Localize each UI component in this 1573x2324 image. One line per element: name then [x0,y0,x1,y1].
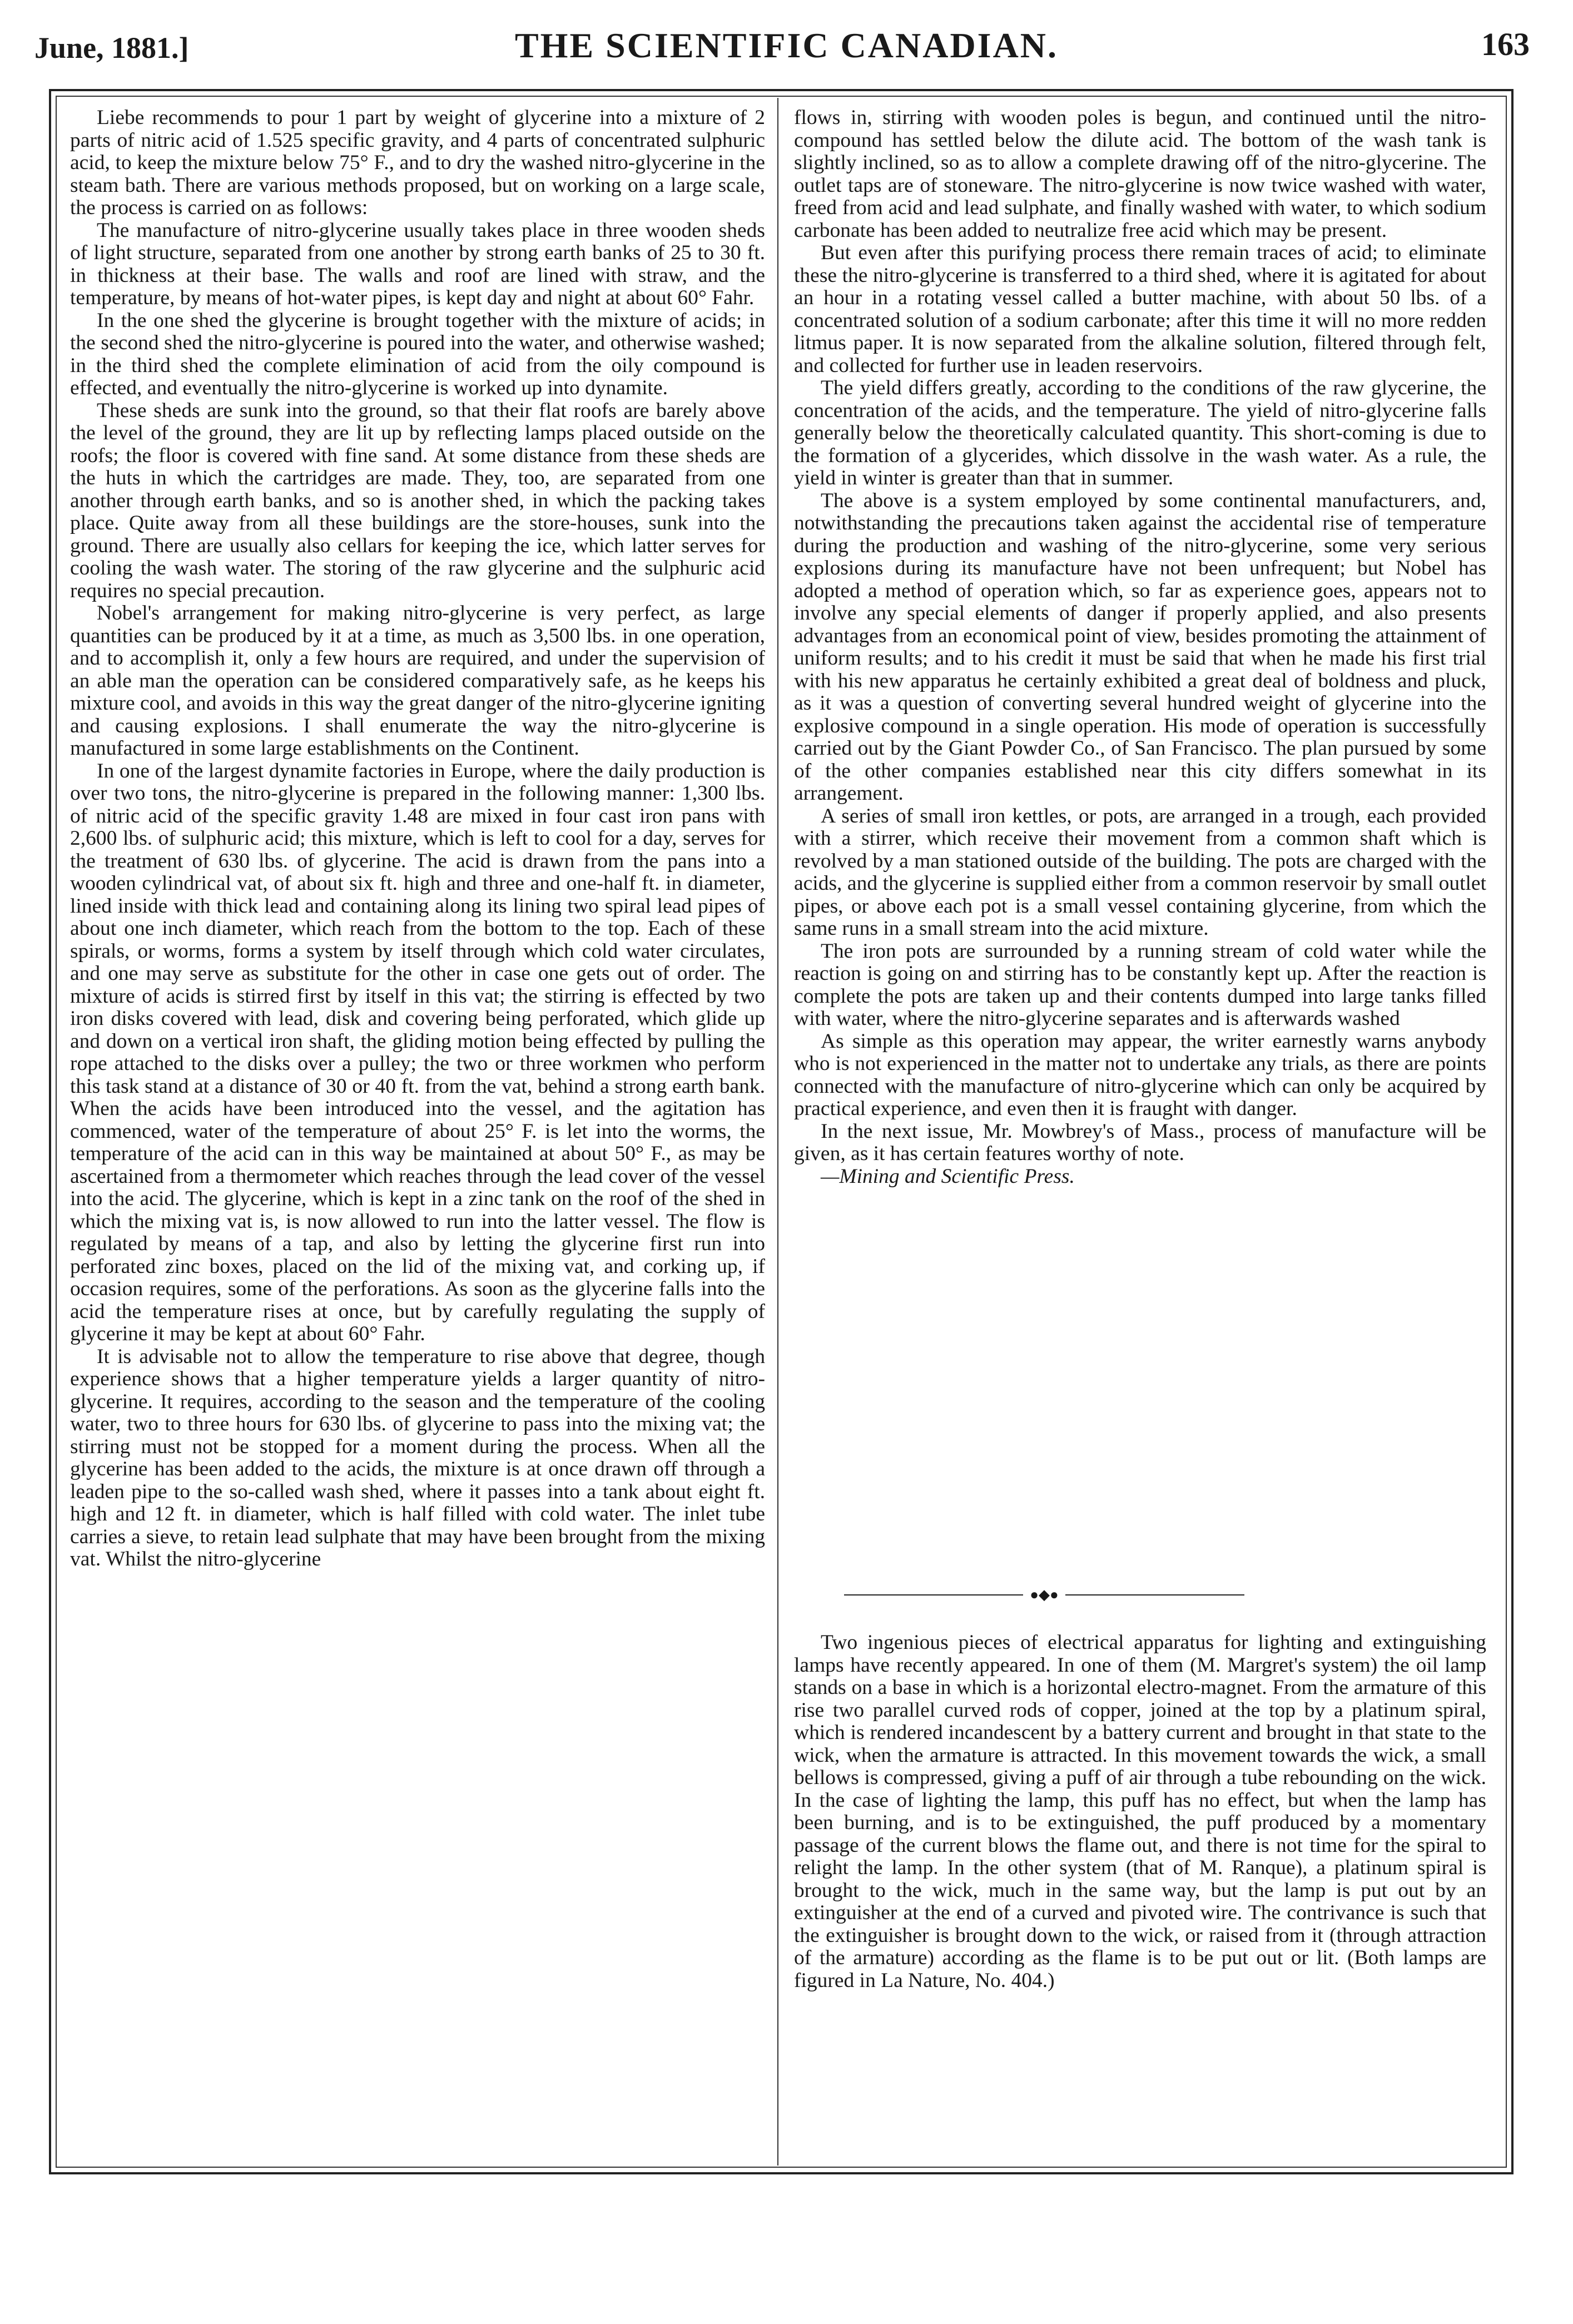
column-divider [777,98,778,2166]
left-column [70,107,765,1571]
paragraph: It is advisable not to allow the temperature to rise above that degree, though experience shows that a higher temperature yields a larger quantity of nitro-glycerine. It requires, according to the season and the temperature of the cooling water, two to three hours for 630 lbs. of glycerine to pass into the mixing vat; the stirring must not be stopped for a moment during the process. When all the glycerine has been added to the acids, the mixture is at once drawn off through a leaden pipe to the so-called wash shed, where it passes into a tank about eight ft. high and 12 ft. in diameter, which is half filled with cold water. The inlet tube carries a sieve, to retain lead sulphate that may have been brought from the mixing vat. Whilst the nitro-glycerine [70,1345,765,1570]
separator-ornament-icon: ●◆● [1030,1587,1059,1603]
source-credit-text: —Mining and Scientific Press. [821,1165,1075,1188]
separator-rule-left [844,1594,1023,1595]
paragraph: As simple as this operation may appear, the writer earnestly warns anybody who is not experienced in the matter not to undertake any trials, as there are points connected with the manufacture of nitro-glycerine which can only be acquired by practical experience, and even then it is fraught with danger. [794,1029,1486,1120]
page-number: 163 [1481,26,1530,62]
paragraph: A series of small iron kettles, or pots, are arranged in a trough, each provided with a stirrer, which receive their movement from a common shaft which is revolved by a man stationed outside of the building. The pots are charged with the acids, and the glycerine is supplied either from a common reservoir by small outlet pipes, or above each pot is a small vessel containing glycerine, from which the same runs in a small stream into the acid mixture. [794,804,1486,940]
source-credit [794,1166,1486,1188]
separator-rule-right [1065,1594,1244,1595]
paragraph: But even after this purifying process there remain traces of acid; to eliminate these the nitro-glycerine is transferred to a third shed, where it is agitated for about an hour in a rotating vessel called a butter machine, with about 50 lbs. of a concentrated solution of a sodium carbonate; after this time it will no more redden litmus paper. It is now separated from the alkaline solution, filtered through felt, and collected for further use in leaden reservoirs. [794,241,1486,377]
paragraph: In the next issue, Mr. Mowbrey's of Mass., process of manufacture will be given, as it has certain features worthy of note. [794,1119,1486,1165]
paragraph: The iron pots are surrounded by a running stream of cold water while the reaction is going on and stirring has to be constantly kept up. After the reaction is complete the pots are taken up and their contents dumped into large tanks filled with water, where the nitro-glycerine separates and is afterwards washed [794,939,1486,1030]
paragraph: flows in, stirring with wooden poles is begun, and continued until the nitro-compound has settled below the dilute acid. The bottom of the wash tank is slightly inclined, so as to allow a complete drawing off of the nitro-glycerine. The outlet taps are of stoneware. The nitro-glycerine is now twice washed with water, freed from acid and lead sulphate, and finally washed with water, to which sodium carbonate has been added to neutralize free acid which may be present. [794,106,1486,242]
right-column-lower-article [794,1632,1486,1992]
paragraph: The yield differs greatly, according to the conditions of the raw glycerine, the concentration of the acids, and the temperature. The yield of nitro-glycerine falls generally below the theoretically calculated quantity. This short-coming is due to the formation of a glycerides, which dissolve in the wash water. As a rule, the yield in winter is greater than that in summer. [794,376,1486,489]
paragraph: Liebe recommends to pour 1 part by weight of glycerine into a mixture of 2 parts of nitric acid of 1.525 specific gravity, and 4 parts of concentrated sulphuric acid, to keep the mixture below 75° F., and to dry the washed nitro-glycerine in the steam bath. There are various methods proposed, but on working on a large scale, the process is carried on as follows: [70,106,765,219]
section-separator [822,1588,1267,1602]
publication-title: THE SCIENTIFIC CANADIAN. [514,26,1059,65]
paragraph: In the one shed the glycerine is brought together with the mixture of acids; in the second shed the nitro-glycerine is poured into the water, and otherwise washed; in the third shed the complete elimination of acid from the oily compound is effected, and eventually the nitro-glycerine is worked up into dynamite. [70,309,765,399]
paragraph: These sheds are sunk into the ground, so that their flat roofs are barely above the level of the ground, they are lit up by reflecting lamps placed outside on the roofs; the floor is covered with fine sand. At some distance from these sheds are the huts in which the cartridges are made. They, too, are separated from one another through earth banks, and so is another shed, in which the packing takes place. Quite away from all these buildings are the store-houses, sunk into the ground. There are usually also cellars for keeping the ice, which latter serves for cooling the wash water. The storing of the raw glycerine and the sulphuric acid requires no special precaution. [70,399,765,602]
paragraph: Nobel's arrangement for making nitro-glycerine is very perfect, as large quantities can be produced by it at a time, as much as 3,500 lbs. in one operation, and to accomplish it, only a few hours are required, and under the supervision of an able man the operation can be considered comparatively safe, as he keeps his mixture cool, and avoids in this way the great danger of the nitro-glycerine igniting and causing explosions. I shall enumerate the way the nitro-glycerine is manufactured in some large establishments on the Continent. [70,602,765,760]
paragraph: The manufacture of nitro-glycerine usually takes place in three wooden sheds of light structure, separated from one another by strong earth banks of 25 to 30 ft. in thickness at their base. The walls and roof are lined with straw, and the temperature, by means of hot-water pipes, is kept day and night at about 60° Fahr. [70,219,765,309]
paragraph: In one of the largest dynamite factories in Europe, where the daily production is over two tons, the nitro-glycerine is prepared in the following manner: 1,300 lbs. of nitric acid of the specific gravity 1.48 are mixed in four cast iron pans with 2,600 lbs. of sulphuric acid; this mixture, which is left to cool for a day, serves for the treatment of 630 lbs. of glycerine. The acid is drawn from the pans into a wooden cylindrical vat, of about six ft. high and three and one-half ft. in diameter, lined inside with thick lead and containing along its lining two spiral lead pipes of about one inch diameter, which reach from the bottom to the top. Each of these spirals, or worms, forms a system by itself through which cold water circulates, and one may serve as substitute for the other in case one gets out of order. The mixture of acids is stirred first by itself in this vat; the stirring is effected by two iron disks covered with lead, disk and covering being perforated, which glide up and down on a vertical iron shaft, the gliding motion being effected by pulling the rope attached to the disks over a pulley; the two or three workmen who perform this task stand at a distance of 30 or 40 ft. from the vat, behind a strong earth bank. When the acids have been introduced into the vessel, and the agitation has commenced, water of the temperature of about 25° F. is let into the worms, the temperature of the acid can in this way be maintained at about 50° F., as may be ascertained from a thermometer which reaches through the lead cover of the vessel into the acid. The glycerine, which is kept in a zinc tank on the roof of the shed in which the mixing vat is, is now allowed to run into the latter vessel. The flow is regulated by means of a tap, and also by letting the glycerine first run into perforated zinc boxes, placed on the lid of the mixing vat, and corking up, if occasion requires, some of the perforations. As soon as the glycerine falls into the acid the temperature rises at once, but by carefully regulating the supply of glycerine it may be kept at about 60° Fahr. [70,759,765,1345]
issue-date: June, 1881.] [34,31,189,65]
right-column [794,107,1486,1188]
paragraph: The above is a system employed by some continental manufacturers, and, notwithstanding the precautions taken against the accidental rise of temperature during the production and washing of the nitro-glycerine, some very serious explosions during its manufacture have not been unfrequent; but Nobel has adopted a method of operation which, so far as experience goes, appears not to involve any special elements of danger if properly applied, and also presents advantages from an economical point of view, besides promoting the attainment of uniform results; and to his credit it must be said that when he made his first trial with his new apparatus he certainly exhibited a great deal of boldness and pluck, as it was a question of converting several hundred weight of glycerine into the explosive compound in a single operation. His mode of operation is successfully carried out by the Giant Powder Co., of San Francisco. The plan pursued by some of the other companies established near this city differs somewhat in its arrangement. [794,489,1486,805]
page-header [0,0,1573,83]
paragraph: Two ingenious pieces of electrical apparatus for lighting and extinguishing lamps have recently appeared. In one of them (M. Margret's system) the oil lamp stands on a base in which is a horizontal electro-magnet. From the armature of this rise two parallel curved rods of copper, joined at the top by a platinum spiral, which is rendered incandescent by a battery current and brought in that state to the wick, when the armature is attracted. In this movement towards the wick, a small bellows is compressed, giving a puff of air through a tube rebounding on the wick. In the case of lighting the lamp, this puff has no effect, but when the lamp has been burning, and is to be extinguished, the puff produced by a momentary passage of the current blows the flame out, and there is not time for the spiral to relight the lamp. In the other system (that of M. Ranque), a platinum spiral is brought to the wick, much in the same way, but the lamp is put out by an extinguisher at the end of a curved and pivoted wire. The contrivance is such that the extinguisher is brought down to the wick, or raised from it (through attraction of the armature) according as the flame is to be put out or lit. (Both lamps are figured in La Nature, No. 404.) [794,1631,1486,1992]
